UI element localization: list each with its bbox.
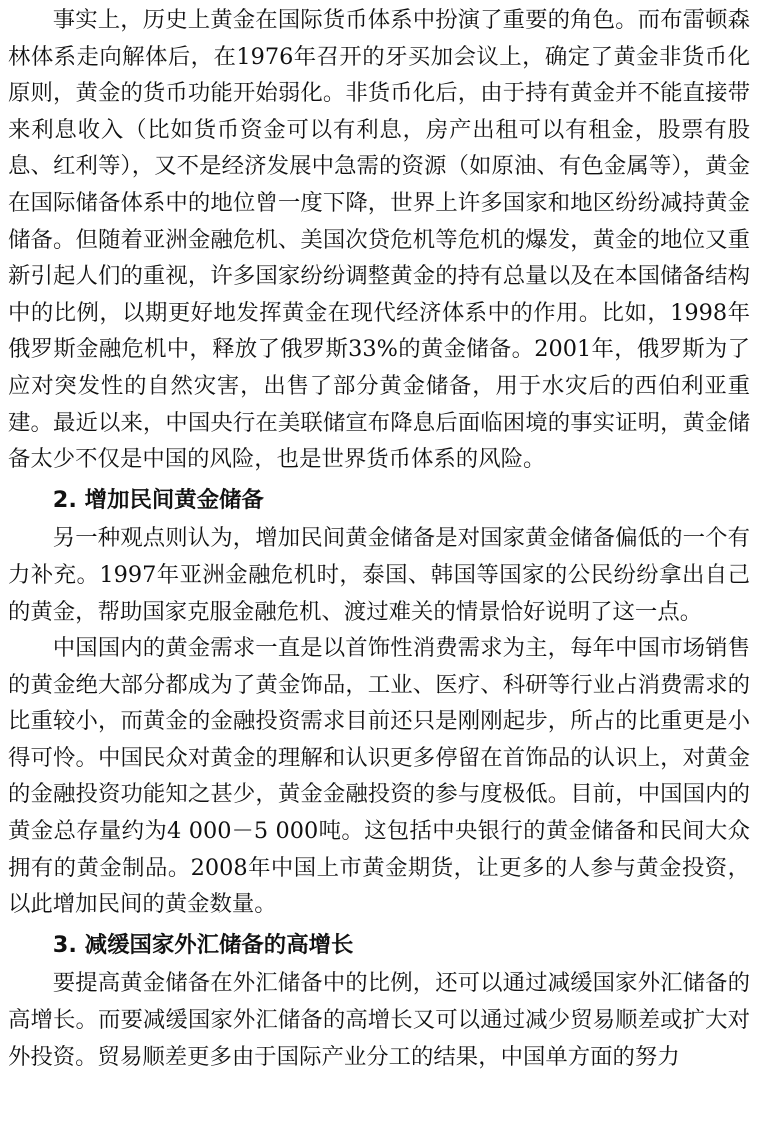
paragraph-private-reserves-view: 另一种观点则认为，增加民间黄金储备是对国家黄金储备偏低的一个有力补充。1997年亚洲金融危机时，泰国、韩国等国家的公民纷纷拿出自己的黄金，帮助国家克服金融危机、渡过难关的情景恰好说明了这一点。 [8, 525, 750, 625]
paragraph-gold-history: 事实上，历史上黄金在国际货币体系中扮演了重要的角色。而布雷顿森林体系走向解体后，在1976年召开的牙买加会议上，确定了黄金非货币化原则，黄金的货币功能开始弱化。非货币化后，由于持有黄金并不能直接带来利息收入（比如货币资金可以有利息，房产出租可以有租金，股票有股息、红利等），又不是经济发展中急需的资源（如原油、有色金属等），黄金在国际储备体系中的地位曾一度下降，世界上许多国家和地区纷纷减持黄金储备。但随着亚洲金融危机、美国次贷危机等危机的爆发，黄金的地位又重新引起人们的重视，许多国家纷纷调整黄金的持有总量以及在本国储备结构中的比例，以期更好地发挥黄金在现代经济体系中的作用。比如，1998年俄罗斯金融危机中，释放了俄罗斯33%的黄金储备。2001年，俄罗斯为了应对突发性的自然灾害，出售了部分黄金储备，用于水灾后的西伯利亚重建。最近以来，中国央行在美联储宣布降息后面临困境的事实证明，黄金储备太少不仅是中国的风险，也是世界货币体系的风险。 [8, 7, 750, 473]
section-heading-slow-fx-reserve-growth: 3. 减缓国家外汇储备的高增长 [52, 931, 354, 958]
section-heading-private-gold-reserves: 2. 增加民间黄金储备 [52, 486, 264, 513]
paragraph-domestic-gold-demand: 中国国内的黄金需求一直是以首饰性消费需求为主，每年中国市场销售的黄金绝大部分都成为了黄金饰品，工业、医疗、科研等行业占消费需求的比重较小，而黄金的金融投资需求目前还只是刚刚起步，所占的比重更是小得可怜。中国民众对黄金的理解和认识更多停留在首饰品的认识上，对黄金的金融投资功能知之甚少，黄金金融投资的参与度极低。目前，中国国内的黄金总存量约为4 000－5 000吨。这包括中央银行的黄金储备和民间大众拥有的黄金制品。2008年中国上市黄金期货，让更多的人参与黄金投资，以此增加民间的黄金数量。 [8, 635, 750, 918]
paragraph-fx-reserve-growth: 要提高黄金储备在外汇储备中的比例，还可以通过减缓国家外汇储备的高增长。而要减缓国家外汇储备的高增长又可以通过减少贸易顺差或扩大对外投资。贸易顺差更多由于国际产业分工的结果，中国单方面的努力 [8, 970, 750, 1070]
